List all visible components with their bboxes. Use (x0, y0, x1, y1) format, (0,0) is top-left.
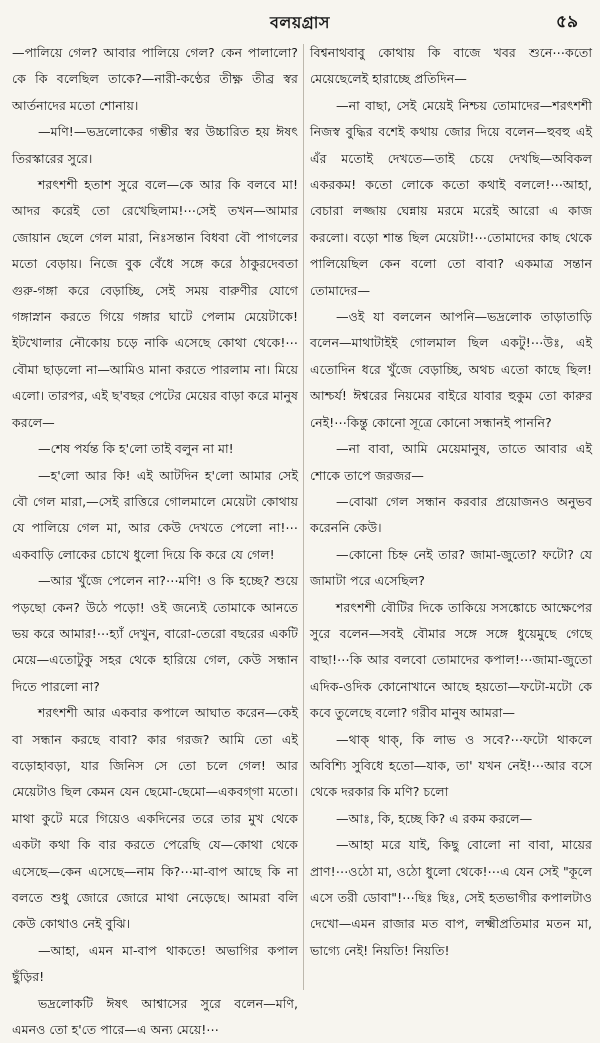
page-header (0, 0, 600, 40)
paragraph: —থাক্‌ থাক্‌, কি লাভ ও সবে?⋯ফটো থাকলে অবিশ্যি সুবিধে হতো—যাক, তা' যখন নেই!⋯আর বসে থেকে দরকার কি মণি? চলো (310, 731, 592, 800)
right-column (310, 40, 592, 995)
paragraph: —মণি!—ভদ্রলোকের গম্ভীর স্বর উচ্চারিত হয় ঈষৎ তিরস্কারের সুরে। (12, 124, 298, 166)
column-divider (303, 44, 304, 990)
paragraph: —কোনো চিহ্ন নেই তার? জামা-জুতো? ফটো? যে জামাটা পরে এসেছিল? (310, 546, 592, 589)
paragraph: —আর খুঁজে পেলেন না?⋯মণি! ও কি হচ্ছে? শুয়ে পড়ছো কেন? উঠে পড়ো! ওই জন্যেই তোমাকে আনতে ভয় করে আমার!⋯হ্যাঁ দেখুন, বারো-তেরো বছরের একটি মেয়ে—এতোটুকু সহর থেকে হারিয়ে গেল, কেউ সন্ধান দিতে পারলো না? (12, 573, 298, 694)
paragraph: শরৎশশী আর একবার কপালে আঘাত করেন—কেই বা সন্ধান করছে বাবা? কার গরজ? আমি তো এই বড়োহাবড়া, যার জিনিস সে তো চলে গেল! আর মেয়েটাও ছিল কেমন যেন ছেমো-ছেমো—একবগ্‌গা মতো। মাথা কুটে মরে গিয়েও একদিনের তরে তার মুখ থেকে একটা কথা কি বার করতে পেরেছি যে—কোথা থেকে এসেছে—কেন এসেছে—নাম কি?⋯মা-বাপ আছে কি না বলতে শুধু জোরে জোরে মাথা নেড়েছে। আমরা বলি কেউ কোথাও নেই বুঝি। (12, 705, 298, 932)
paragraph: শরৎশশী হতাশ সুরে বলে—কে আর কি বলবে মা! আদর করেই তো রেখেছিলাম!⋯সেই তখন—আমার জোয়ান ছেলে গেল মারা, নিঃসন্তান বিধবা বৌ পাগলের মতো বেড়ায়। নিজে বুক বেঁধে সঙ্গে করে ঠাকুরদেবতা গুরু-গঙ্গা করে বেড়াচ্ছি, সেই সময় বারুণীর যোগে গঙ্গাস্নান করতে গিয়ে গঙ্গার ঘাটে পেলাম মেয়েটাকে! ইটখোলার নৌকোয় চড়ে নাকি এসেছে কোথা থেকে!⋯বৌমা ছাড়লো না—আমিও মানা করতে পারলাম না। মিয়ে এলো। তারপর, এই ছ'বছর পেটের মেয়ের বাড়া করে মানুষ করলে— (12, 177, 298, 430)
paragraph: —না বাবা, আমি মেয়েমানুষ, তাতে আবার এই শোকে তাপে জরজর— (310, 441, 592, 483)
paragraph: —বোঝা গেল সন্ধান করবার প্রয়োজনও অনুভব করেননি কেউ। (310, 493, 592, 536)
paragraph: —পালিয়ে গেল? আবার পালিয়ে গেল? কেন পালালো? কে কি বলেছিল তাকে?—নারী-কণ্ঠের তীক্ষ্ণ তীব্র স্বর আর্তনাদের মতো শোনায়। (12, 45, 298, 113)
running-title: বলয়গ্রাস (270, 13, 330, 32)
paragraph: —আহা, এমন মা-বাপ থাকতে! অভাগির কপাল ছুঁড়ির! (12, 942, 298, 985)
paragraph: —শেষ পর্যন্ত কি হ'লো তাই বলুন না মা! (38, 441, 234, 457)
paragraph: —আঃ, কি, হচ্ছে কি? এ রকম করলে— (336, 810, 533, 826)
paragraph: —আহা মরে যাই, কিছু বোলো না বাবা, মায়ের প্রাণ!⋯ওঠো মা, ওঠো ধুলো থেকে!⋯এ যেন সেই "কূলে এসে তরী ডোবা"!⋯ছিঃ ছিঃ, সেই হতভাগীর কপালটাও দেখো—এমন রাজার মত বাপ, লক্ষ্মীপ্রতিমার মতন মা, ভাগ্যে নেই! নিয়তি! নিয়তি! (310, 837, 592, 958)
paragraph: শরৎশশী বৌটির দিকে তাকিয়ে সসঙ্কোচে আক্ষেপের সুরে বলেন—সবই বৌমার সঙ্গে সঙ্গে ধুয়েমুছে গেছে বাছা!⋯কি আর বলবো তোমাদের কপাল!⋯জামা-জুতো এদিক-ওদিক কোনোখানে আছে হয়তো—ফটো-মটো কে কবে তুলেছে বলো? গরীব মানুষ আমরা— (310, 599, 592, 721)
paragraph: বিশ্বনাথবাবু কোথায় কি বাজে খবর শুনে⋯কতো মেয়েছেলেই হারাচ্ছে প্রতিদিন— (310, 45, 592, 87)
page-number: ৫৯ (555, 12, 578, 32)
paragraph: ভদ্রলোকটি ঈষৎ আশ্বাসের সুরে বলেন—মণি, এমনও তো হ'তে পারে—এ অন্য মেয়ে!⋯ (12, 995, 298, 1038)
left-column (12, 40, 298, 1038)
paragraph: —না বাছা, সেই মেয়েই নিশ্চয় তোমাদের—শরৎশশী নিজস্ব বুদ্ধির বশেই কথায় জোর দিয়ে বলেন—হুবহু এই এঁর মতোই দেখতে—তাই চেয়ে দেখছি—অবিকল একরকম! কতো লোকে কতো কথাই বললে!⋯আহা, বেচারা লজ্জায় ঘেন্নায় মরমে মরেই আরো এ কাজ করলো। বড়ো শান্ত ছিল মেয়েটা!⋯তোমাদের কাছ থেকে পালিয়েছিল কেন বলো তো বাবা? একমাত্র সন্তান তোমাদের— (310, 97, 592, 298)
paragraph: —হ'লো আর কি! এই আটদিন হ'লো আমার সেই বৌ গেল মারা,—সেই রাত্তিরে গোলমালে মেয়েটা কোথায় যে পালিয়ে গেল মা, আর কেউ দেখতে পেলো না!⋯একবাড়ি লোকের চোখে ধুলো দিয়ে কি করে যে গেল! (12, 467, 298, 562)
paragraph: —ওই যা বললেন আপনি—ভদ্রলোক তাড়াতাড়ি বলেন—মাথাটাইই গোলমাল ছিল একটু!⋯উঃ, এই এতোদিন ধরে খুঁজে বেড়াচ্ছি, অথচ এতো কাছে ছিল! আশ্চর্য! ঈশ্বরের নিয়মের বাইরে যাবার হুকুম তো কারুর নেই!⋯কিন্তু কোনো সূত্রে কোনো সন্ধানই পাননি? (310, 309, 592, 430)
